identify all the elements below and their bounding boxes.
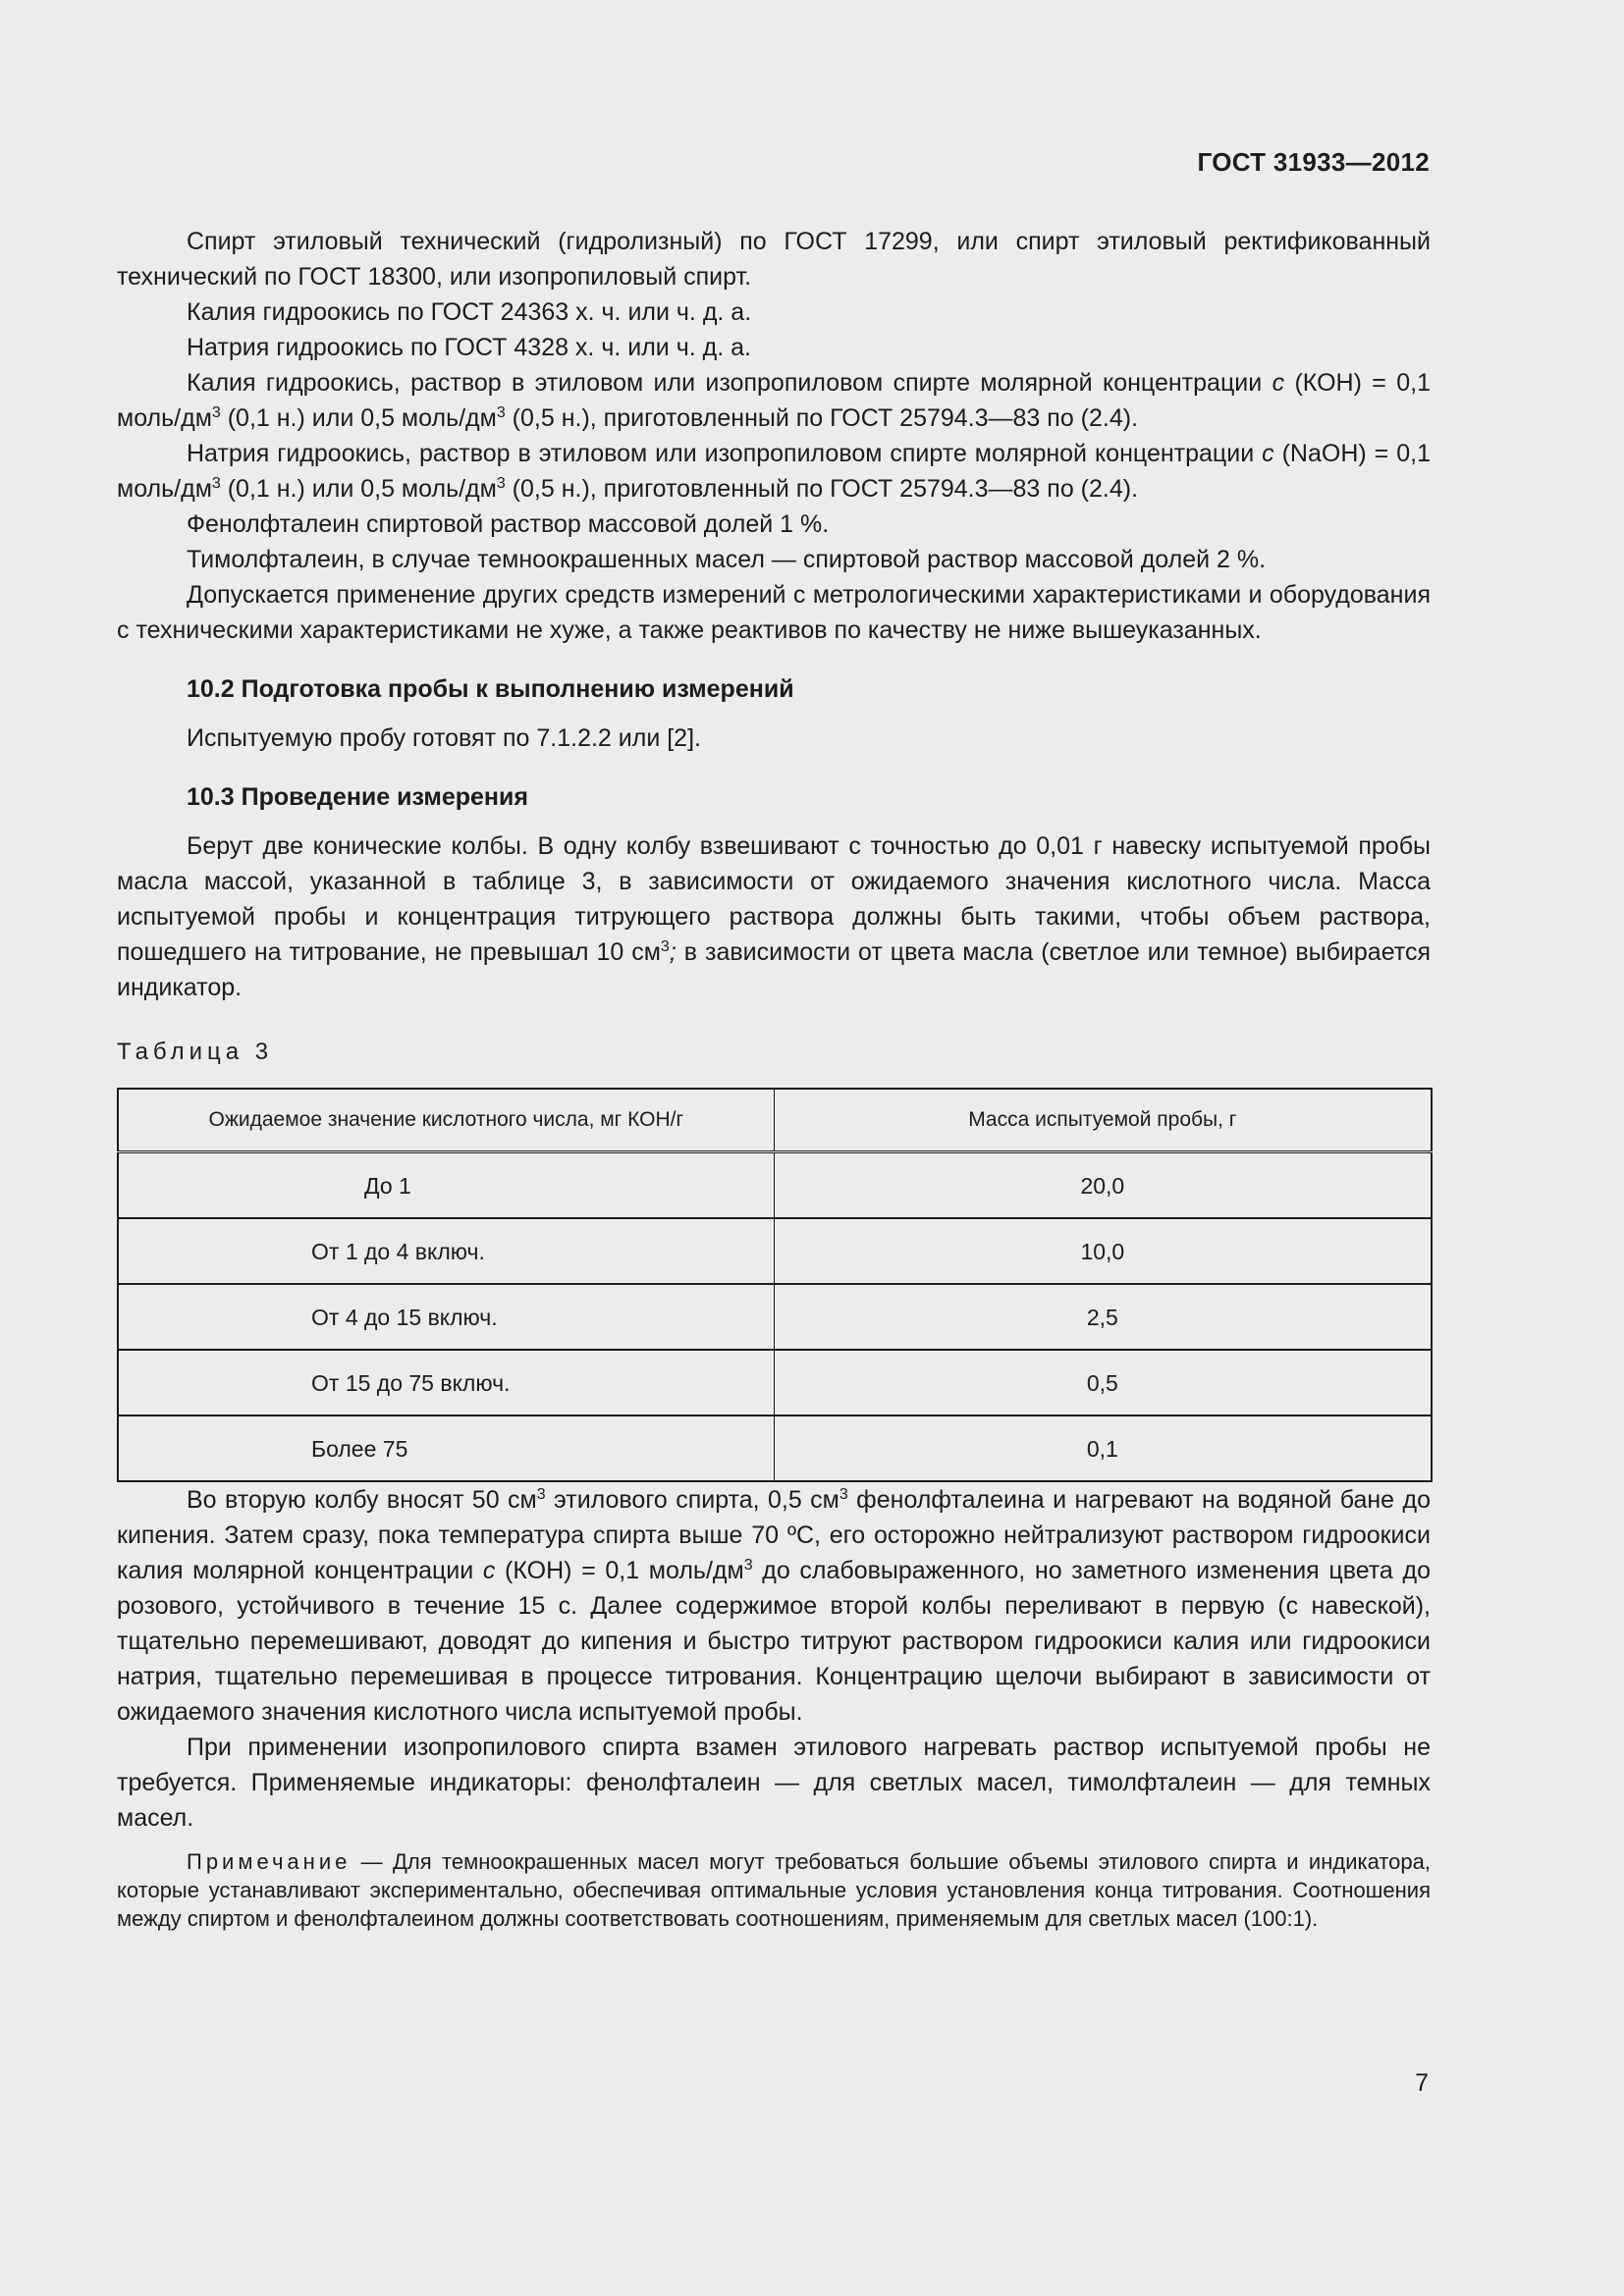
paragraph-koh: Калия гидроокись по ГОСТ 24363 х. ч. или ч. д. а. <box>187 298 752 326</box>
paragraph-alternatives: Допускается применение других средств измерений с метрологическими характеристиками и оборудования с техническими характеристиками не хуже, а также реактивов по качеству не ниже вышеуказанных. <box>117 581 1431 644</box>
section-heading-10-2: 10.2 Подготовка пробы к выполнению измерений <box>187 675 794 703</box>
paragraph-ethanol: Спирт этиловый технический (гидролизный) по ГОСТ 17299, или спирт этиловый ректификованный технический по ГОСТ 18300, или изопропиловый спирт. <box>117 228 1431 291</box>
paragraph-measurement: Берут две конические колбы. В одну колбу взвешивают с точностью до 0,01 г навеску испытуемой пробы масла массой, указанной в таблице 3, в зависимости от ожидаемого значения кислотного числа. Масса испытуемой пробы и концентрация титрующего раствора должны быть такими, чтобы объем раствора, пошедшего на титрование, не превышал 10 $см^3$; в зависимости от цвета масла (светлое или темное) выбирается индикатор. <box>117 832 1431 1001</box>
table-cell: 20,0 <box>774 1152 1432 1219</box>
table-header-cell: Ожидаемое значение кислотного числа, мг КОН/г <box>118 1089 774 1152</box>
table-row <box>118 1152 1432 1219</box>
table-row <box>118 1284 1432 1350</box>
table-row <box>118 1218 1432 1284</box>
paragraph-phenolphthalein: Фенолфталеин спиртовой раствор массовой долей 1 %. <box>187 510 830 538</box>
table-row <box>118 1350 1432 1415</box>
note <box>117 1847 1431 1933</box>
paragraph-sample-prep: Испытуемую пробу готовят по 7.1.2.2 или [2]. <box>187 724 701 752</box>
section-heading-10-3: 10.3 Проведение измерения <box>187 783 528 811</box>
page-content <box>117 224 1431 1933</box>
table-cell: 0,5 <box>774 1350 1432 1415</box>
table-cell: 0,1 <box>774 1415 1432 1481</box>
paragraph-naoh: Натрия гидроокись по ГОСТ 4328 х. ч. или ч. д. а. <box>187 334 751 361</box>
page-number: 7 <box>1415 2069 1429 2097</box>
paragraph-thymolphthalein: Тимолфталеин, в случае темноокрашенных масел — спиртовой раствор массовой долей 2 %. <box>187 546 1267 573</box>
note-text: — Для темноокрашенных масел могут требоваться большие объемы этилового спирта и индикатора, которые устанавливают экспериментально, обеспечивая оптимальные условия установления конца титрования. Соотношения между спиртом и фенолфталеином должны соответствовать соотношениям, применяемым для светлых масел (100:1). <box>117 1849 1431 1931</box>
table-caption: Таблица 3 <box>117 1039 274 1065</box>
note-label: Примечание <box>187 1849 352 1874</box>
table-cell: От 4 до 15 включ. <box>118 1284 774 1350</box>
paragraph-isopropanol: При применении изопропилового спирта взамен этилового нагревать раствор испытуемой пробы не требуется. Применяемые индикаторы: фенолфталеин — для светлых масел, тимолфталеин — для темных масел. <box>117 1734 1431 1832</box>
sample-mass-table <box>117 1088 1433 1482</box>
table-cell: От 15 до 75 включ. <box>118 1350 774 1415</box>
table-cell: Более 75 <box>118 1415 774 1481</box>
paragraph-naoh-solution: Натрия гидроокись, раствор в этиловом или изопропиловом спирте молярной концентрации c (NaOH) = 0,1 моль/$дм^3$ (0,1 н.) или 0,5 моль/$дм^3$ (0,5 н.), приготовленный по ГОСТ 25794.3—83 по (2.4). <box>117 440 1431 503</box>
paragraph-second-flask: Во вторую колбу вносят 50 $см^3$ этилового спирта, 0,5 $см^3$ фенолфталеина и нагревают на водяной бане до кипения. Затем сразу, пока температура спирта выше 70 ºС, его осторожно нейтрализуют раствором гидроокиси калия молярной концентрации c (КОН) = 0,1 моль/$дм^3$ до слабовыраженного, но заметного изменения цвета до розового, устойчивого в течение 15 с. Далее содержимое второй колбы переливают в первую (с навеской), тщательно перемешивают, доводят до кипения и быстро титруют раствором гидроокиси калия или гидроокиси натрия, тщательно перемешивая в процессе титрования. Концентрацию щелочи выбирают в зависимости от ожидаемого значения кислотного числа испытуемой пробы. <box>117 1486 1431 1726</box>
paragraph-koh-solution: Калия гидроокись, раствор в этиловом или изопропиловом спирте молярной концентрации c (КОН) = 0,1 моль/$дм^3$ (0,1 н.) или 0,5 моль/$дм^3$ (0,5 н.), приготовленный по ГОСТ 25794.3—83 по (2.4). <box>117 369 1431 432</box>
document-header: ГОСТ 31933—2012 <box>1197 147 1430 177</box>
table-header-cell: Масса испытуемой пробы, г <box>774 1089 1432 1152</box>
table-cell: От 1 до 4 включ. <box>118 1218 774 1284</box>
table-cell: 2,5 <box>774 1284 1432 1350</box>
table-cell: До 1 <box>118 1152 774 1219</box>
table-cell: 10,0 <box>774 1218 1432 1284</box>
table-row <box>118 1415 1432 1481</box>
table-header-row <box>118 1089 1432 1152</box>
